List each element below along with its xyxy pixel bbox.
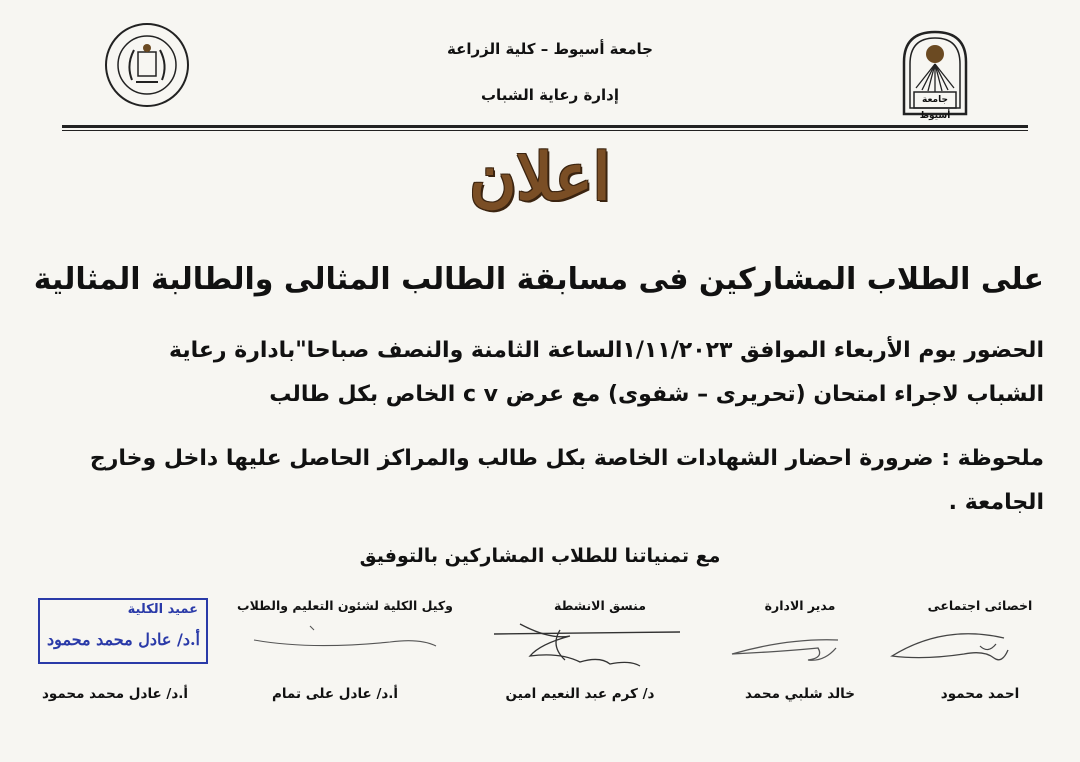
stamp-title: عميد الكلية — [127, 602, 198, 617]
note-line-1: ملحوظة : ضرورة احضار الشهادات الخاصة بكل طالب والمراكز الحاصل عليها داخل وخارج — [89, 446, 1044, 471]
right-logo-text: جامعة أسيوط — [919, 95, 951, 121]
announcement-subtitle: على الطلاب المشاركين فى مسابقة الطالب المثالى والطالبة المثالية — [33, 262, 1044, 297]
signature-social-specialist — [884, 620, 1014, 670]
header-divider — [62, 125, 1028, 131]
signatory-name-activities-coordinator: د/ كرم عبد النعيم امين — [505, 686, 655, 702]
signature-activities-coordinator — [490, 616, 690, 676]
assiut-university-logo — [898, 28, 972, 121]
signatory-name-department-manager: خالد شلبي محمد — [745, 686, 855, 702]
signature-vice-dean — [250, 620, 440, 664]
signatory-title-department-manager: مدير الادارة — [764, 598, 836, 613]
header-university-faculty: جامعة أسيوط – كلية الزراعة — [447, 40, 653, 58]
dean-stamp — [38, 598, 208, 664]
signatory-title-social-specialist: اخصائى اجتماعى — [927, 598, 1033, 613]
header-department: إدارة رعاية الشباب — [480, 86, 620, 104]
signatory-name-dean: أ.د/ عادل محمد محمود — [41, 686, 189, 702]
signatory-title-vice-dean: وكيل الكلية لشئون التعليم والطلاب — [237, 598, 453, 613]
faculty-of-agriculture-seal — [104, 22, 190, 108]
closing-wishes: مع تمنياتنا للطلاب المشاركين بالتوفيق — [359, 545, 721, 567]
page-title: اعلان — [469, 140, 611, 215]
body-line-2: الشباب لاجراء امتحان (تحريرى – شفوى) مع عرض c v الخاص بكل طالب — [269, 382, 1044, 407]
signatory-title-activities-coordinator: منسق الانشطة — [554, 598, 646, 613]
signatory-name-vice-dean: أ.د/ عادل على تمام — [271, 686, 399, 702]
note-line-2: الجامعة . — [948, 490, 1044, 515]
stamp-name: أ.د/ عادل محمد محمود — [47, 630, 200, 649]
signature-department-manager — [728, 628, 848, 668]
body-line-1: الحضور يوم الأربعاء الموافق ١/١١/٢٠٢٣الساعة الثامنة والنصف صباحا"بادارة رعاية — [168, 338, 1044, 363]
signatory-name-social-specialist: احمد محمود — [940, 686, 1020, 702]
